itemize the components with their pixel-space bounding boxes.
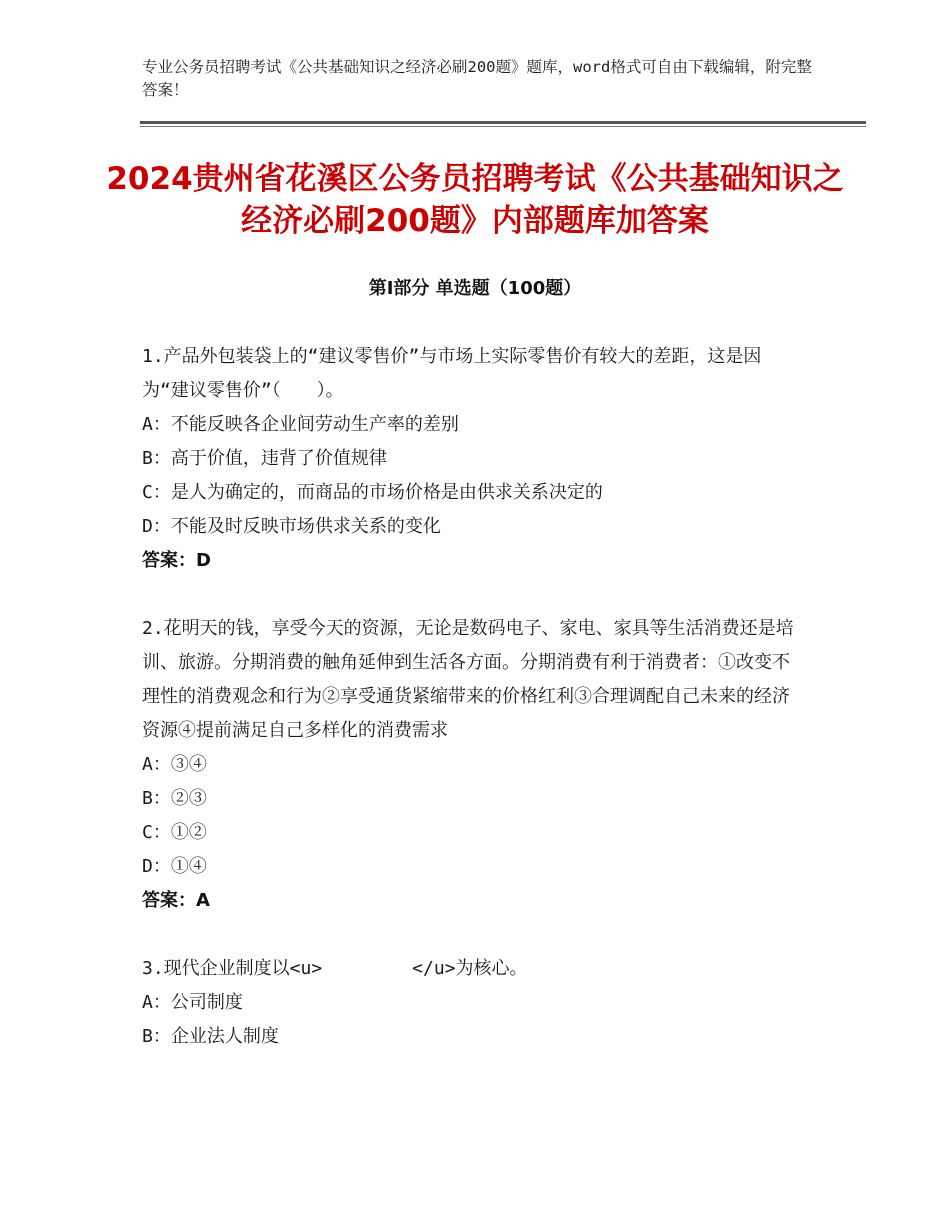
question-2 xyxy=(142,612,802,918)
header-divider-thick xyxy=(140,121,866,124)
question-stem: 1.产品外包装袋上的“建议零售价”与市场上实际零售价有较大的差距，这是因为“建议零售价”（ ）。 xyxy=(142,346,762,401)
question-stem: 2.花明天的钱，享受今天的资源，无论是数码电子、家电、家具等生活消费还是培训、旅游。分期消费的触角延伸到生活各方面。分期消费有利于消费者：①改变不理性的消费观念和行为②享受通货紧缩带来的价格红利③合理调配自己未来的经济资源④提前满足自己多样化的消费需求 xyxy=(142,618,794,741)
question-1 xyxy=(142,340,802,578)
question-3 xyxy=(142,952,802,1054)
option-b: B：②③ xyxy=(142,788,207,809)
answer-line: 答案：A xyxy=(142,890,210,911)
option-c: C：是人为确定的，而商品的市场价格是由供求关系决定的 xyxy=(142,482,603,503)
option-d: D：不能及时反映市场供求关系的变化 xyxy=(142,516,441,537)
option-d: D：①④ xyxy=(142,856,207,877)
document-title: 2024贵州省花溪区公务员招聘考试《公共基础知识之经济必刷200题》内部题库加答案 xyxy=(106,161,844,239)
answer-line: 答案：D xyxy=(142,550,211,571)
question-stem: 3.现代企业制度以<u> </u>为核心。 xyxy=(142,958,528,979)
option-a: A：不能反映各企业间劳动生产率的差别 xyxy=(142,414,459,435)
option-b: B：企业法人制度 xyxy=(142,1026,279,1047)
header-note: 专业公务员招聘考试《公共基础知识之经济必刷200题》题库，word格式可自由下载编辑，附完整答案！ xyxy=(142,58,812,99)
option-b: B：高于价值，违背了价值规律 xyxy=(142,448,387,469)
option-a: A：公司制度 xyxy=(142,992,243,1013)
option-c: C：①② xyxy=(142,822,207,843)
option-a: A：③④ xyxy=(142,754,207,775)
header-divider-thin xyxy=(140,126,866,127)
section-title: 第Ⅰ部分 单选题（100题） xyxy=(368,278,582,299)
question-list xyxy=(142,340,802,1088)
